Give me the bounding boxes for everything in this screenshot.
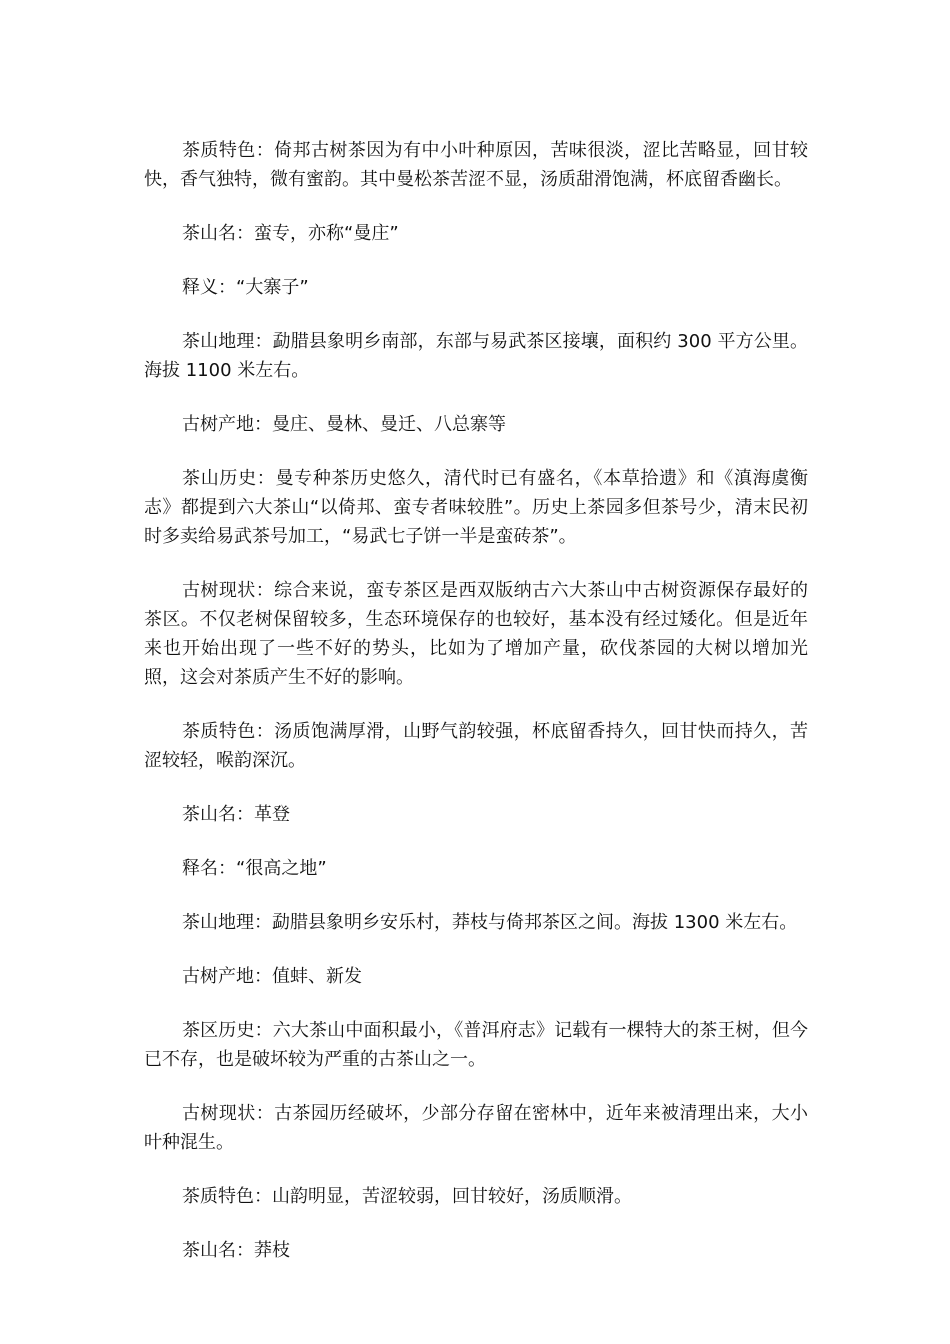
paragraph-geography-manzhuan: 茶山地理：勐腊县象明乡南部，东部与易武茶区接壤，面积约 300 平方公里。海拔 1100 米左右。 bbox=[144, 331, 808, 381]
paragraph-tea-quality-yibang: 茶质特色：倚邦古树茶因为有中小叶种原因，苦味很淡，涩比苦略显，回甘较快，香气独特，微有蜜韵。其中曼松茶苦涩不显，汤质甜滑饱满，杯底留香幽长。 bbox=[144, 140, 808, 190]
paragraph-mountain-name-mangzhi: 茶山名：莽枝 bbox=[182, 1240, 290, 1261]
paragraph-origin-gedeng: 古树产地：值蚌、新发 bbox=[182, 966, 362, 987]
paragraph-history-manzhuan: 茶山历史：曼专种茶历史悠久，清代时已有盛名，《本草拾遗》和《滇海虞衡志》都提到六大茶山“以倚邦、蛮专者味较胜”。历史上茶园多但茶号少，清末民初时多卖给易武茶号加工，“易武七子饼一半是蛮砖茶”。 bbox=[144, 468, 808, 547]
paragraph-geography-gedeng: 茶山地理：勐腊县象明乡安乐村，莽枝与倚邦茶区之间。海拔 1300 米左右。 bbox=[182, 912, 798, 933]
paragraph-mountain-name-manzhuan: 茶山名：蛮专，亦称“曼庄” bbox=[182, 223, 399, 244]
paragraph-tea-quality-manzhuan: 茶质特色：汤质饱满厚滑，山野气韵较强，杯底留香持久，回甘快而持久，苦涩较轻，喉韵深沉。 bbox=[144, 721, 808, 771]
paragraph-history-gedeng: 茶区历史：六大茶山中面积最小，《普洱府志》记载有一棵特大的茶王树，但今已不存，也是破坏较为严重的古茶山之一。 bbox=[144, 1020, 808, 1070]
paragraph-mountain-name-gedeng: 茶山名：革登 bbox=[182, 804, 290, 825]
paragraph-tea-quality-gedeng: 茶质特色：山韵明显，苦涩较弱，回甘较好，汤质顺滑。 bbox=[182, 1186, 632, 1207]
paragraph-meaning-gedeng: 释名：“很高之地” bbox=[182, 858, 327, 879]
document-body bbox=[144, 136, 808, 1290]
paragraph-status-manzhuan: 古树现状：综合来说，蛮专茶区是西双版纳古六大茶山中古树资源保存最好的茶区。不仅老树保留较多，生态环境保存的也较好，基本没有经过矮化。但是近年来也开始出现了一些不好的势头，比如为了增加产量，砍伐茶园的大树以增加光照，这会对茶质产生不好的影响。 bbox=[144, 580, 808, 688]
paragraph-meaning-manzhuan: 释义：“大寨子” bbox=[182, 277, 309, 298]
paragraph-origin-manzhuan: 古树产地：曼庄、曼林、曼迁、八总寨等 bbox=[182, 414, 506, 435]
paragraph-status-gedeng: 古树现状：古茶园历经破坏，少部分存留在密林中，近年来被清理出来，大小叶种混生。 bbox=[144, 1103, 808, 1153]
